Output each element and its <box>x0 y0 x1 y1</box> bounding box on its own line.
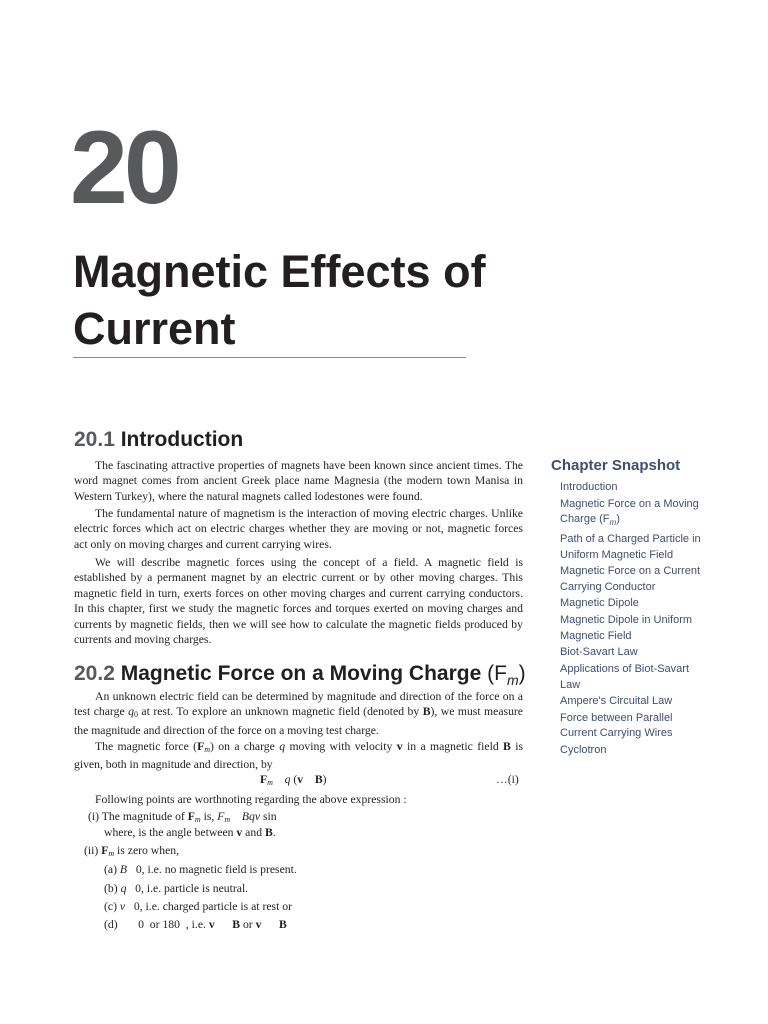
intro-paragraph-2: The fundamental nature of magnetism is the interaction of moving electric charges. Unlike electric forces which act on electric charges whether they are moving or not, magnetic forces act only on moving charges and current carrying wires. <box>74 507 523 551</box>
snapshot-title: Chapter Snapshot <box>551 457 681 474</box>
snapshot-item: Ampere's Circuital Law <box>560 695 673 708</box>
case-d: (d) 0 or 180 , i.e. v B or v B <box>104 918 287 931</box>
section-number: 20.1 <box>74 428 115 451</box>
intro-paragraph-1: The fascinating attractive properties of magnets have been known since ancient times. The word magnet comes from ancient Greek place name Magnesia (the modern town Manisa in Western Turkey), where the natural magnets called lodestones were found. <box>74 459 523 503</box>
section-number: 20.2 <box>74 662 115 685</box>
intro-paragraph-3: We will describe magnetic forces using the concept of a field. A magnetic field is established by a permanent magnet by an electric current or by other moving charges. This magnetic field in turn, exerts forces on other moving charges and current carrying conductors. In this chapter, first we study the magnetic forces and torques exerted on moving charges and currents by magnetic fields, then we will see how to calculate the magnetic fields produced by currents and moving charges. <box>74 556 523 647</box>
snapshot-item: Magnetic Force on a Moving Charge $(F_m)$ <box>560 497 699 528</box>
section-title: Introduction <box>120 428 244 451</box>
title-divider <box>73 357 466 358</box>
snapshot-item: Biot-Savart Law <box>560 646 638 659</box>
chapter-title: Magnetic Effects of Current <box>73 246 486 354</box>
equation-force: $F_m$ q (v B) <box>260 773 327 787</box>
chapter-snapshot <box>552 456 752 760</box>
snapshot-item: Magnetic Dipole in Uniform Magnetic Field <box>560 614 693 642</box>
snapshot-item: Applications of Biot-Savart Law <box>560 663 690 691</box>
section-title: Magnetic Force on a Moving Charge <box>120 662 482 685</box>
snapshot-item: Magnetic Dipole <box>560 597 639 610</box>
section-heading-introduction <box>74 427 243 453</box>
note-text: Following points are worthnoting regarding the above expression : <box>95 793 407 806</box>
force-paragraph-2: The magnetic force $(F_m)$ on a charge q moving with velocity v in a magnetic field B is given, both in magnitude and direction, by <box>74 740 524 772</box>
snapshot-item: Magnetic Force on a Current Carrying Conductor <box>560 565 701 593</box>
case-c: (c) v 0, i.e. charged particle is at rest or <box>104 900 293 913</box>
section-symbol: $(F_m)$ <box>487 662 526 689</box>
equation-label: …(i) <box>496 773 519 786</box>
point-ii: (ii) $F_m$ is zero when, <box>84 844 180 858</box>
case-a: (a) B 0, i.e. no magnetic field is present. <box>104 863 297 876</box>
snapshot-item: Cyclotron <box>560 744 607 757</box>
snapshot-item: Force between Parallel Current Carrying Wires <box>560 711 673 740</box>
force-paragraph-1: An unknown electric field can be determined by magnitude and direction of the force on a test charge $q_0$ at rest. To explore an unknown magnetic field (denoted by B), we must measure the magnitude and direction of the force on a moving test charge. <box>74 690 523 737</box>
chapter-number: 20 <box>70 110 178 226</box>
point-i: (i) The magnitude of $F_m$ is, $F_m$ Bqv sin <box>88 810 277 824</box>
snapshot-item: Path of a Charged Particle in Uniform Magnetic Field <box>560 533 701 561</box>
snapshot-list <box>552 480 752 759</box>
snapshot-item: Introduction <box>560 481 618 493</box>
point-i-where: where, is the angle between v and B. <box>104 826 276 839</box>
case-b: (b) q 0, i.e. particle is neutral. <box>104 882 249 895</box>
